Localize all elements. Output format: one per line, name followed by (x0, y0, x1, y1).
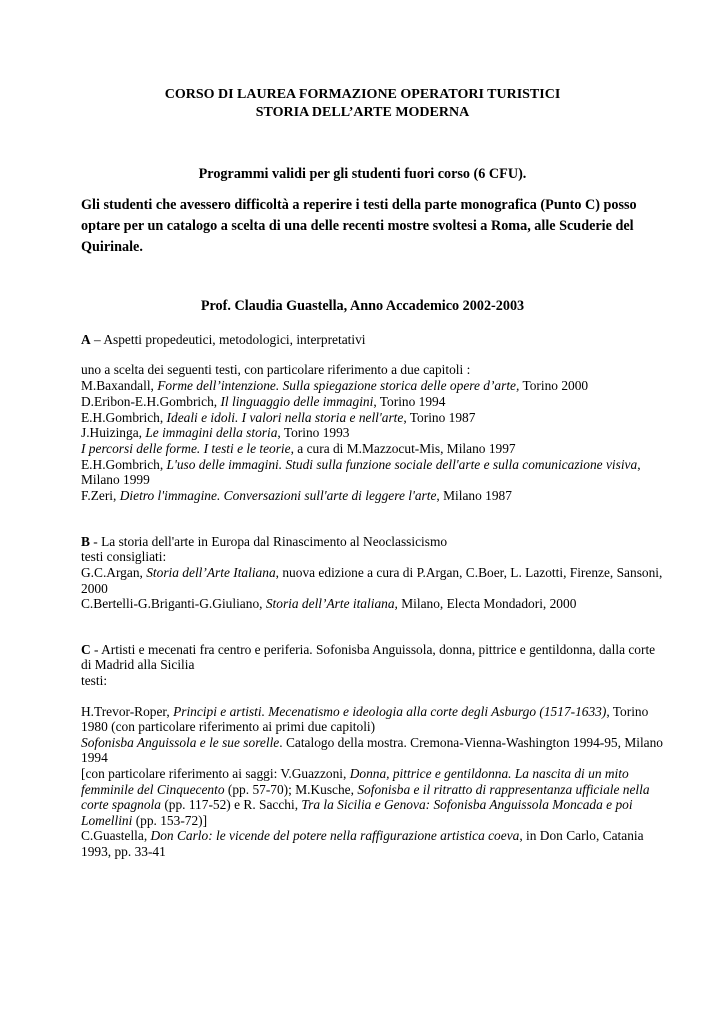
section-b-heading (81, 534, 447, 550)
notice-line: optare per un catalogo a scelta di una delle recenti mostre svoltesi a Roma, alle Scuderie del (81, 218, 634, 234)
entry-title: Don Carlo: le vicende del potere nella raffigurazione artistica coeva (150, 828, 520, 843)
entry-rest: (pp. 153-72)] (132, 813, 208, 828)
section-separator: – (90, 332, 104, 347)
entry-author: J.Huizinga, (81, 425, 146, 440)
bibliography-entry (81, 425, 350, 441)
entry-title: Principi e artisti. Mecenatismo e ideologia alla corte degli Asburgo (1517-1633) (173, 704, 607, 719)
entry-author: C.Guastella, (81, 828, 151, 843)
entry-rest: , Torino 1993 (277, 425, 350, 440)
entry-title: Sofonisba e il ritratto di rappresentanza ufficiale nella (357, 782, 650, 797)
entry-title: Il linguaggio delle immagini (220, 394, 374, 409)
entry-author: D.Eribon-E.H.Gombrich, (81, 394, 221, 409)
bibliography-entry (81, 488, 512, 504)
bibliography-entry-continued: 2000 (81, 581, 108, 596)
entry-title: Forme dell’intenzione. Sulla spiegazione storica delle opere d’arte, (157, 378, 520, 393)
bibliography-entry-continued (81, 797, 633, 813)
bibliography-entry (81, 394, 445, 410)
section-separator: - (90, 642, 102, 657)
entry-author: F.Zeri, (81, 488, 120, 503)
entry-author: H.Trevor-Roper, (81, 704, 174, 719)
course-title: CORSO DI LAUREA FORMAZIONE OPERATORI TURISTICI (164, 87, 561, 102)
entry-rest: , Torino (606, 704, 649, 719)
entry-rest: , nuova edizione a cura di P.Argan, C.Boer, L. Lazotti, Firenze, Sansoni, (275, 565, 663, 580)
entry-title: corte spagnola (81, 797, 161, 812)
entry-author: Milano 1999 (81, 472, 150, 487)
programs-note-title: Programmi validi per gli studenti fuori corso (6 CFU). (198, 166, 527, 182)
entry-rest: Torino 2000 (519, 378, 589, 393)
entry-rest: , Torino 1987 (403, 410, 476, 425)
notice-line: Quirinale. (81, 239, 143, 255)
entry-rest: (pp. 57-70); M.Kusche, (224, 782, 358, 797)
bibliography-entry (81, 457, 641, 473)
section-letter: A (81, 332, 91, 347)
entry-title: L'uso delle immagini. Studi sulla funzione sociale dell'arte e sulla comunicazione visiva (166, 457, 638, 472)
entry-title: femminile del Cinquecento (81, 782, 225, 797)
section-letter: C (81, 642, 91, 657)
entry-title: I percorsi delle forme. I testi e le teorie (81, 441, 291, 456)
professor-heading: Prof. Claudia Guastella, Anno Accademico 2002-2003 (200, 298, 525, 314)
section-c-heading (81, 642, 655, 658)
section-separator: - (89, 534, 102, 549)
section-b-subheading: testi consigliati: (81, 549, 167, 564)
entry-title: Ideali e idoli. I valori nella storia e nell'arte (166, 410, 404, 425)
entry-rest: . Catalogo della mostra. Cremona-Vienna-Washington 1994-95, Milano (279, 735, 664, 750)
entry-rest: Milano, Electa Mondadori, 2000 (397, 596, 577, 611)
bibliography-entry (81, 596, 576, 612)
bibliography-entry (81, 704, 648, 720)
entry-author: G.C.Argan, (81, 565, 147, 580)
entry-author: M.Baxandall, (81, 378, 158, 393)
entry-title: Le immagini della storia (145, 425, 278, 440)
section-letter: B (81, 534, 90, 549)
entry-title: Tra la Sicilia e Genova: Sofonisba Anguissola Moncada e poi (301, 797, 633, 812)
subject-title: STORIA DELL’ARTE MODERNA (255, 105, 470, 120)
bibliography-entry-continued: 1994 (81, 750, 108, 765)
section-title: Artisti e mecenati fra centro e periferia. Sofonisba Anguissola, donna, pittrice e gentildonna, dalla corte (101, 642, 656, 657)
entry-rest: , Milano 1987 (436, 488, 512, 503)
entry-rest: (pp. 117-52) e R. Sacchi, (160, 797, 302, 812)
section-title: La storia dell'arte in Europa dal Rinascimento al Neoclassicismo (101, 534, 448, 549)
entry-rest: , (637, 457, 641, 472)
entry-rest: , Torino 1994 (373, 394, 446, 409)
bibliography-entry (81, 766, 629, 782)
notice-paragraph (81, 195, 661, 258)
bibliography-entry-continued (81, 782, 650, 798)
bibliography-entry (81, 472, 150, 488)
bibliography-entry (81, 378, 588, 394)
bibliography-entry (81, 565, 662, 581)
entry-author: E.H.Gombrich, (81, 457, 167, 472)
bibliography-entry-continued (81, 813, 207, 829)
bibliography-entry-continued: 1993, pp. 33-41 (81, 844, 166, 859)
entry-title: Donna, pittrice e gentildonna. La nascita di un mito (349, 766, 629, 781)
section-a-intro: uno a scelta dei seguenti testi, con particolare riferimento a due capitoli : (81, 362, 471, 377)
entry-rest: , a cura di M.Mazzocut-Mis, Milano 1997 (290, 441, 516, 456)
bibliography-entry (81, 410, 475, 426)
entry-title: Storia dell’Arte italiana, (265, 596, 398, 611)
entry-author: C.Bertelli-G.Briganti-G.Giuliano, (81, 596, 266, 611)
entry-rest: , in Don Carlo, Catania (519, 828, 644, 843)
bibliography-entry (81, 441, 516, 457)
entry-author: [con particolare riferimento ai saggi: V.Guazzoni, (81, 766, 350, 781)
bibliography-entry-continued: 1980 (con particolare riferimento ai primi due capitoli) (81, 719, 376, 734)
section-c-heading-continued: di Madrid alla Sicilia (81, 657, 195, 672)
bibliography-entry (81, 828, 644, 844)
entry-title: Sofonisba Anguissola e le sue sorelle (81, 735, 280, 750)
entry-title: Dietro l'immagine. Conversazioni sull'arte di leggere l'arte (119, 488, 437, 503)
section-c-subheading: testi: (81, 673, 108, 688)
entry-author: E.H.Gombrich, (81, 410, 167, 425)
section-a-heading (81, 332, 366, 348)
notice-line: Gli studenti che avessero difficoltà a reperire i testi della parte monografica (Punto C) posso (81, 197, 637, 213)
section-title: Aspetti propedeutici, metodologici, interpretativi (103, 332, 366, 347)
entry-title: Lomellini (81, 813, 133, 828)
bibliography-entry (81, 735, 663, 751)
entry-title: Storia dell’Arte Italiana (146, 565, 276, 580)
